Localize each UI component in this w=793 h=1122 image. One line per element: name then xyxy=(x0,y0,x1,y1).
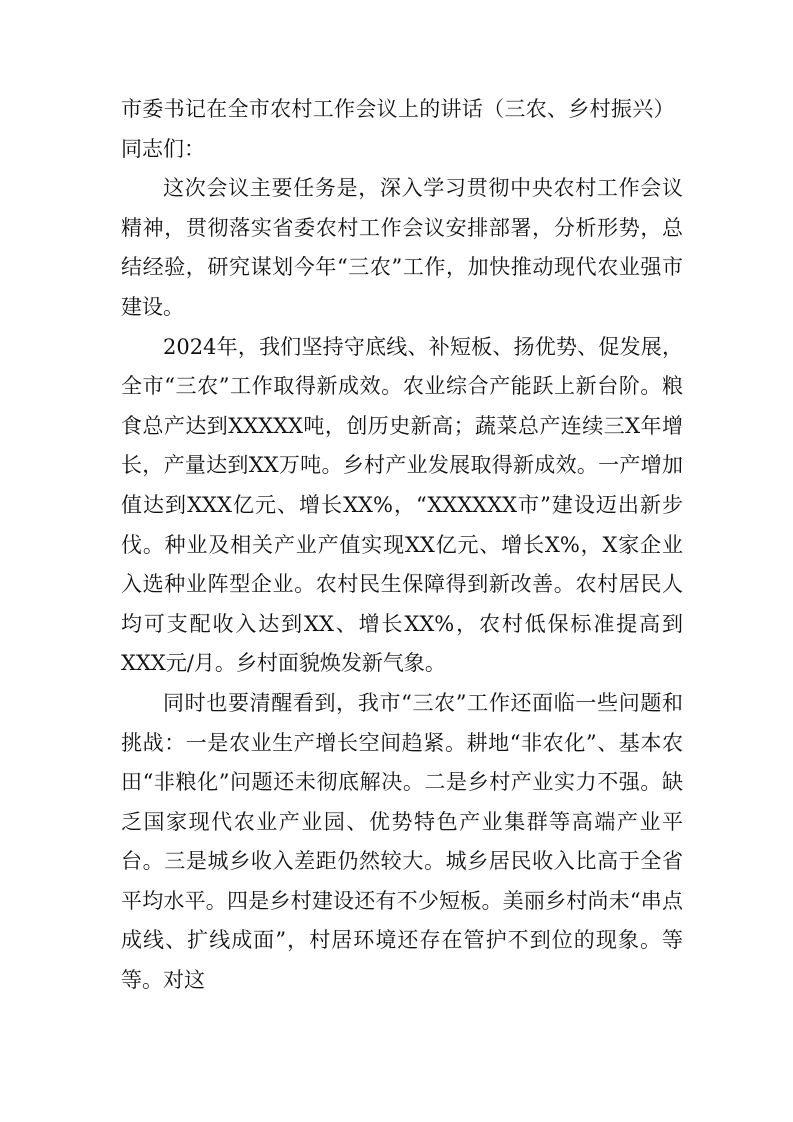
document-title: 市委书记在全市农村工作会议上的讲话（三农、乡村振兴） xyxy=(121,97,675,121)
paragraph-2: 2024年，我们坚持守底线、补短板、扬优势、促发展，全市“三农”工作取得新成效。农业综合产能跃上新台阶。粮食总产达到XXXXX吨，创历史新高；蔬菜总产连续三X年增长，产量达到XX万吨。乡村产业发展取得新成效。一产增加值达到XXX亿元、增长XX%，“XXXXXX市”建设迈出新步伐。种业及相关产业产值实现XX亿元、增长X%，X家企业入选种业阵型企业。农村民生保障得到新改善。农村居民人均可支配收入达到XX、增长XX%，农村低保标准提高到XXX元/月。乡村面貌焕发新气象。 xyxy=(121,334,683,676)
salutation: 同志们： xyxy=(121,136,205,161)
paragraph-1: 这次会议主要任务是，深入学习贯彻中央农村工作会议精神，贯彻落实省委农村工作会议安排部署，分析形势，总结经验，研究谋划今年“三农”工作，加快推动现代农业强市建设。 xyxy=(121,176,683,319)
paragraph-3: 同时也要清醒看到，我市“三农”工作还面临一些问题和挑战：一是农业生产增长空间趋紧。耕地“非农化”、基本农田“非粮化”问题还未彻底解决。二是乡村产业实力不强。缺乏国家现代农业产业园、优势特色产业集群等高端产业平台。三是城乡收入差距仍然较大。城乡居民收入比高于全省平均水平。四是乡村建设还有不少短板。美丽乡村尚未“串点成线、扩线成面”，村居环境还存在管护不到位的现象。等等。对这 xyxy=(121,690,683,993)
document-page xyxy=(121,90,683,1001)
